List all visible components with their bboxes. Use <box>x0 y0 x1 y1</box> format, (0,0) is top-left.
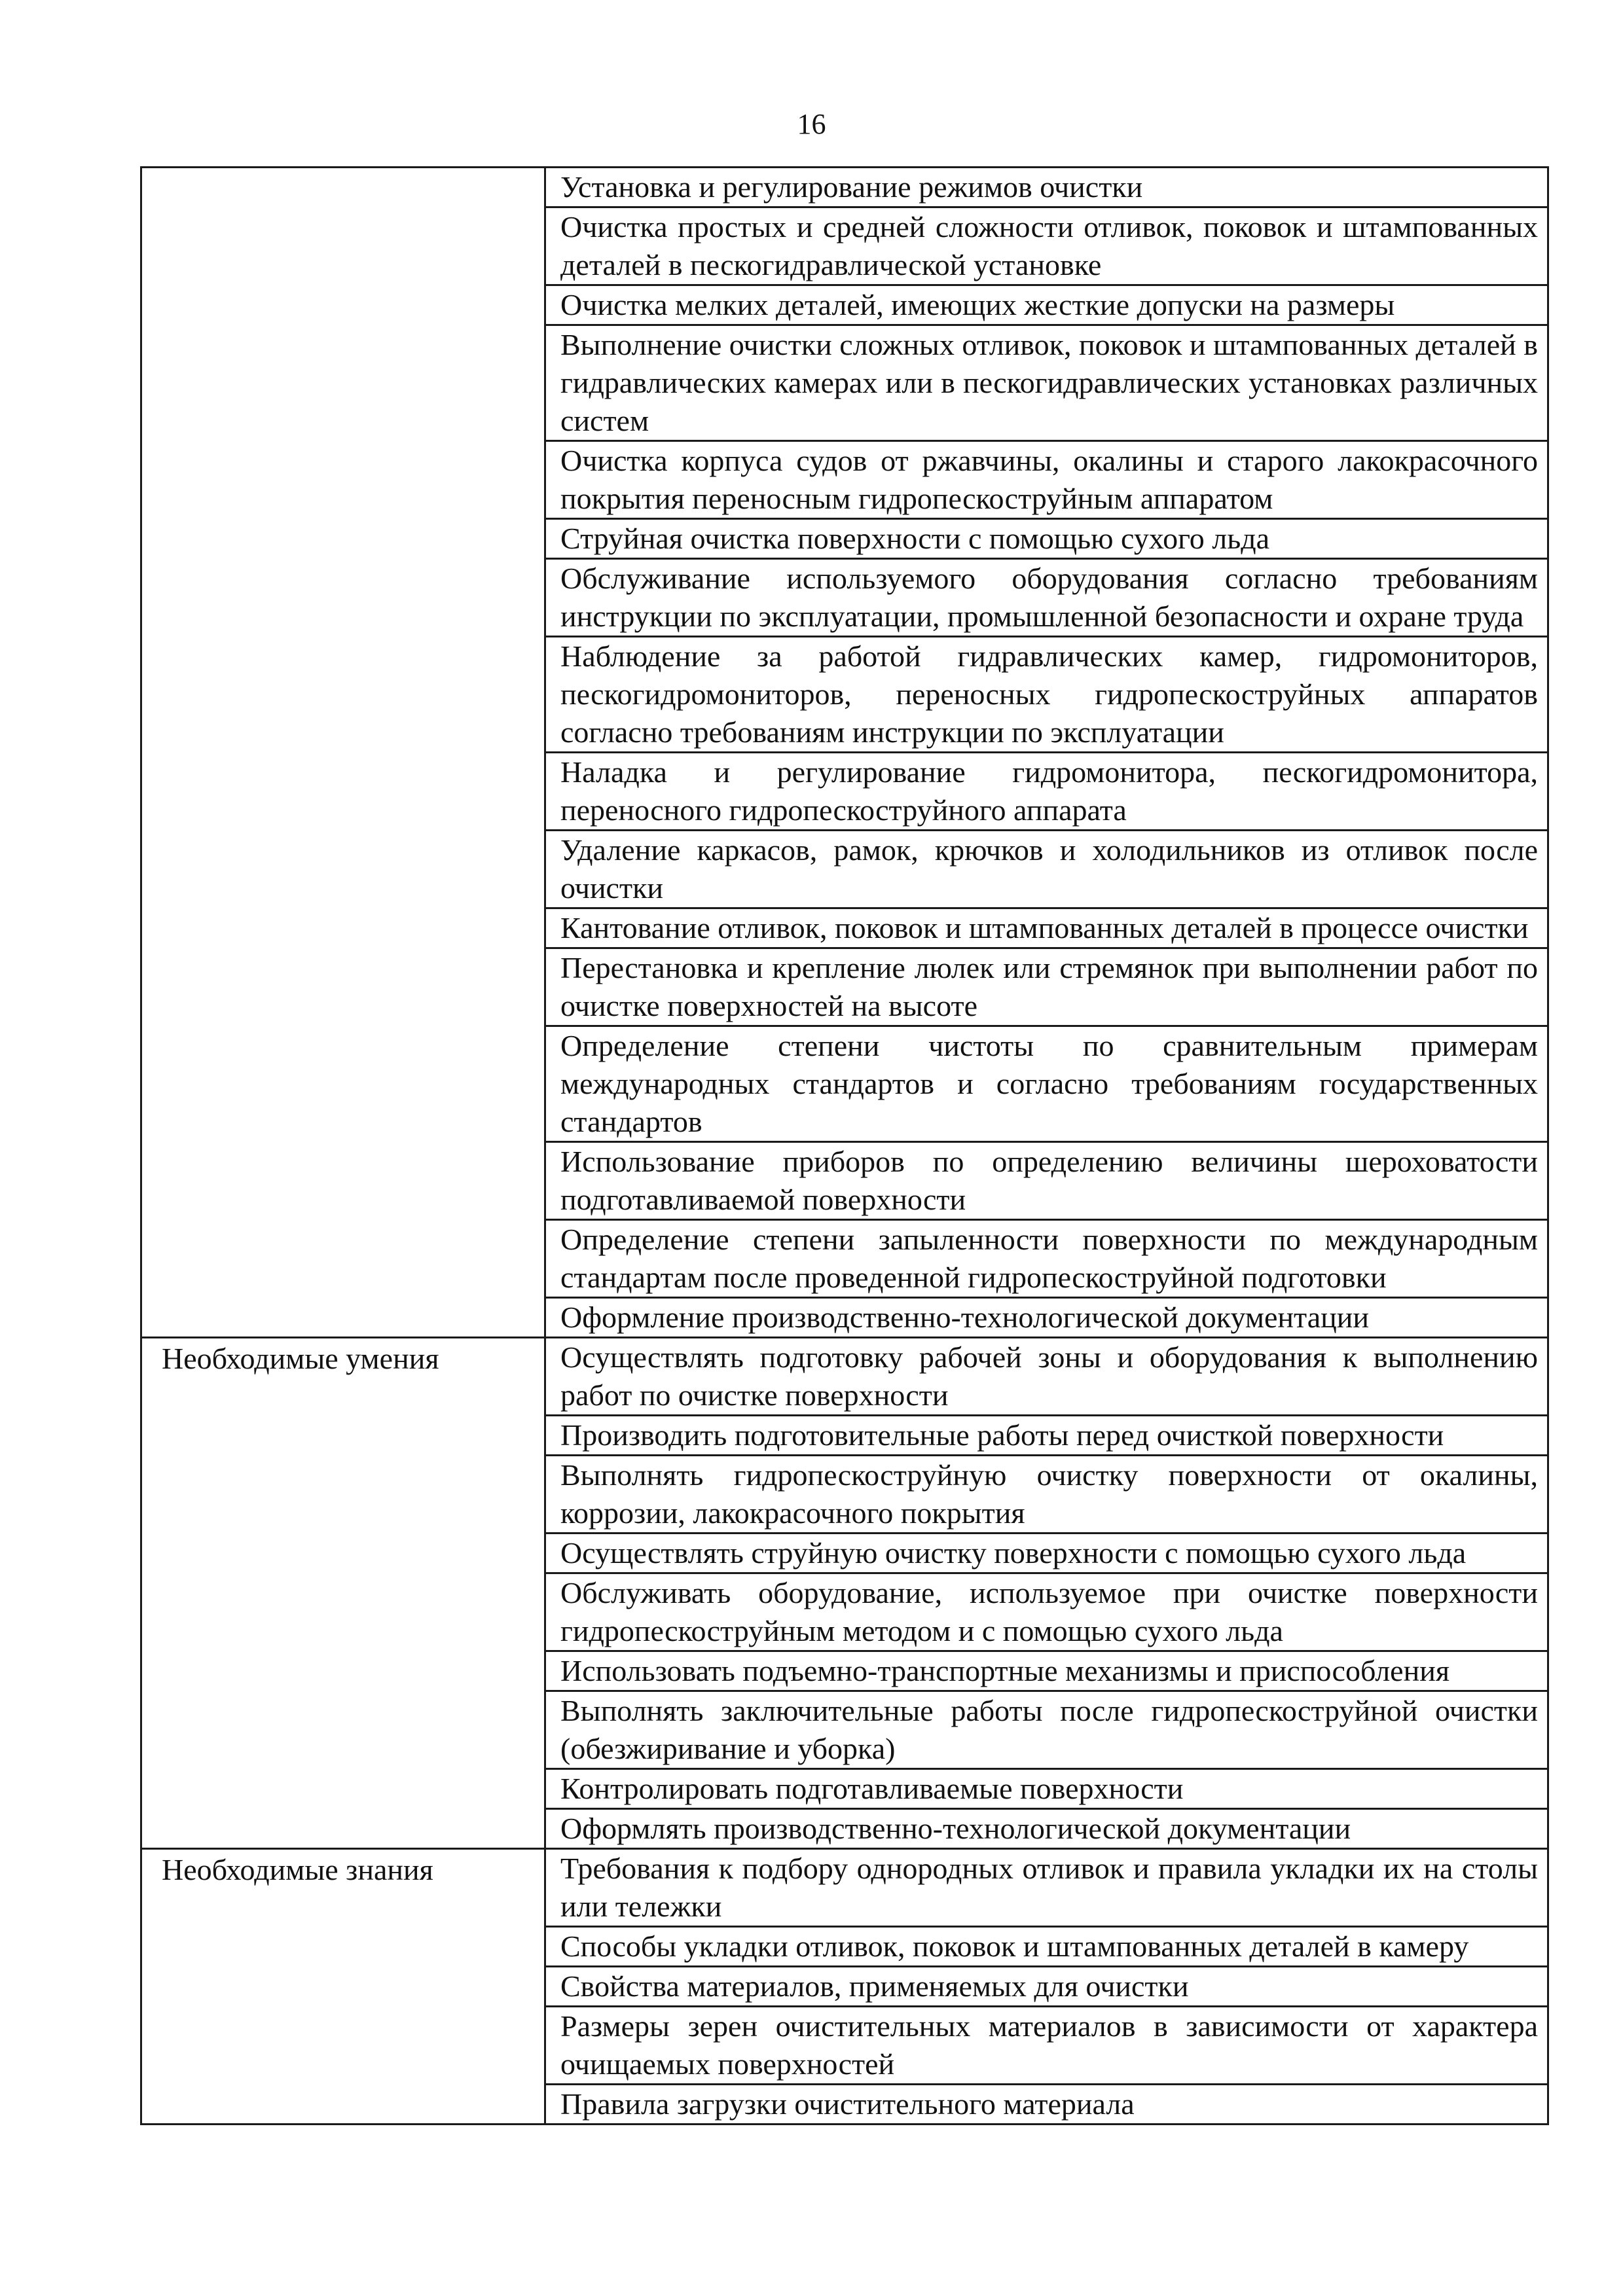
table-item: Требования к подбору однородных отливок и правила укладки их на столы или тележки <box>545 1849 1548 1927</box>
table-item: Выполнение очистки сложных отливок, поковок и штампованных деталей в гидравлических камерах или в пескогидравлических установках различных систем <box>545 325 1548 441</box>
section-label: Необходимые знания <box>141 1849 545 2125</box>
table-item: Использовать подъемно-транспортные механизмы и приспособления <box>545 1651 1548 1691</box>
section-label: Необходимые умения <box>141 1338 545 1849</box>
table-item: Выполнять заключительные работы после гидропескоструйной очистки (обезжиривание и уборка) <box>545 1691 1548 1769</box>
table-item: Установка и регулирование режимов очистки <box>545 168 1548 207</box>
table-body <box>141 168 1548 2125</box>
table-item: Обслуживание используемого оборудования согласно требованиям инструкции по эксплуатации, промышленной безопасности и охране труда <box>545 559 1548 637</box>
table-item: Осуществлять подготовку рабочей зоны и оборудования к выполнению работ по очистке поверхности <box>545 1338 1548 1416</box>
table-item: Правила загрузки очистительного материала <box>545 2085 1548 2125</box>
table-item: Очистка корпуса судов от ржавчины, окалины и старого лакокрасочного покрытия переносным гидропескоструйным аппаратом <box>545 441 1548 519</box>
table-item: Выполнять гидропескоструйную очистку поверхности от окалины, коррозии, лакокрасочного покрытия <box>545 1456 1548 1534</box>
table-row <box>141 1849 1548 1927</box>
table-item: Наблюдение за работой гидравлических камер, гидромониторов, пескогидромониторов, переносных гидропескоструйных аппаратов согласно требованиям инструкции по эксплуатации <box>545 637 1548 753</box>
table-row <box>141 168 1548 207</box>
table-item: Обслуживать оборудование, используемое при очистке поверхности гидропескоструйным методом и с помощью сухого льда <box>545 1573 1548 1651</box>
section-label <box>141 168 545 1338</box>
page-number: 16 <box>797 108 826 140</box>
table-item: Очистка мелких деталей, имеющих жесткие допуски на размеры <box>545 285 1548 325</box>
table-item: Перестановка и крепление люлек или стремянок при выполнении работ по очистке поверхностей на высоте <box>545 948 1548 1026</box>
table-item: Осуществлять струйную очистку поверхности с помощью сухого льда <box>545 1534 1548 1573</box>
table-item: Удаление каркасов, рамок, крючков и холодильников из отливок после очистки <box>545 831 1548 908</box>
table-item: Очистка простых и средней сложности отливок, поковок и штампованных деталей в пескогидравлической установке <box>545 207 1548 285</box>
table-row <box>141 1338 1548 1416</box>
table-item: Наладка и регулирование гидромонитора, пескогидромонитора, переносного гидропескоструйного аппарата <box>545 753 1548 831</box>
table-item: Способы укладки отливок, поковок и штампованных деталей в камеру <box>545 1927 1548 1967</box>
table-item: Размеры зерен очистительных материалов в зависимости от характера очищаемых поверхностей <box>545 2007 1548 2085</box>
table-item: Оформлять производственно-технологической документации <box>545 1809 1548 1849</box>
table-item: Оформление производственно-технологической документации <box>545 1298 1548 1338</box>
table-item: Использование приборов по определению величины шероховатости подготавливаемой поверхности <box>545 1142 1548 1220</box>
table-item: Определение степени запыленности поверхности по международным стандартам после проведенной гидропескоструйной подготовки <box>545 1220 1548 1298</box>
competency-table <box>140 166 1549 2125</box>
table-item: Струйная очистка поверхности с помощью сухого льда <box>545 519 1548 559</box>
table-item: Производить подготовительные работы перед очисткой поверхности <box>545 1416 1548 1456</box>
table-item: Контролировать подготавливаемые поверхности <box>545 1769 1548 1809</box>
table-item: Свойства материалов, применяемых для очистки <box>545 1967 1548 2007</box>
table-item: Кантование отливок, поковок и штампованных деталей в процессе очистки <box>545 908 1548 948</box>
table-item: Определение степени чистоты по сравнительным примерам международных стандартов и согласно требованиям государственных стандартов <box>545 1026 1548 1142</box>
